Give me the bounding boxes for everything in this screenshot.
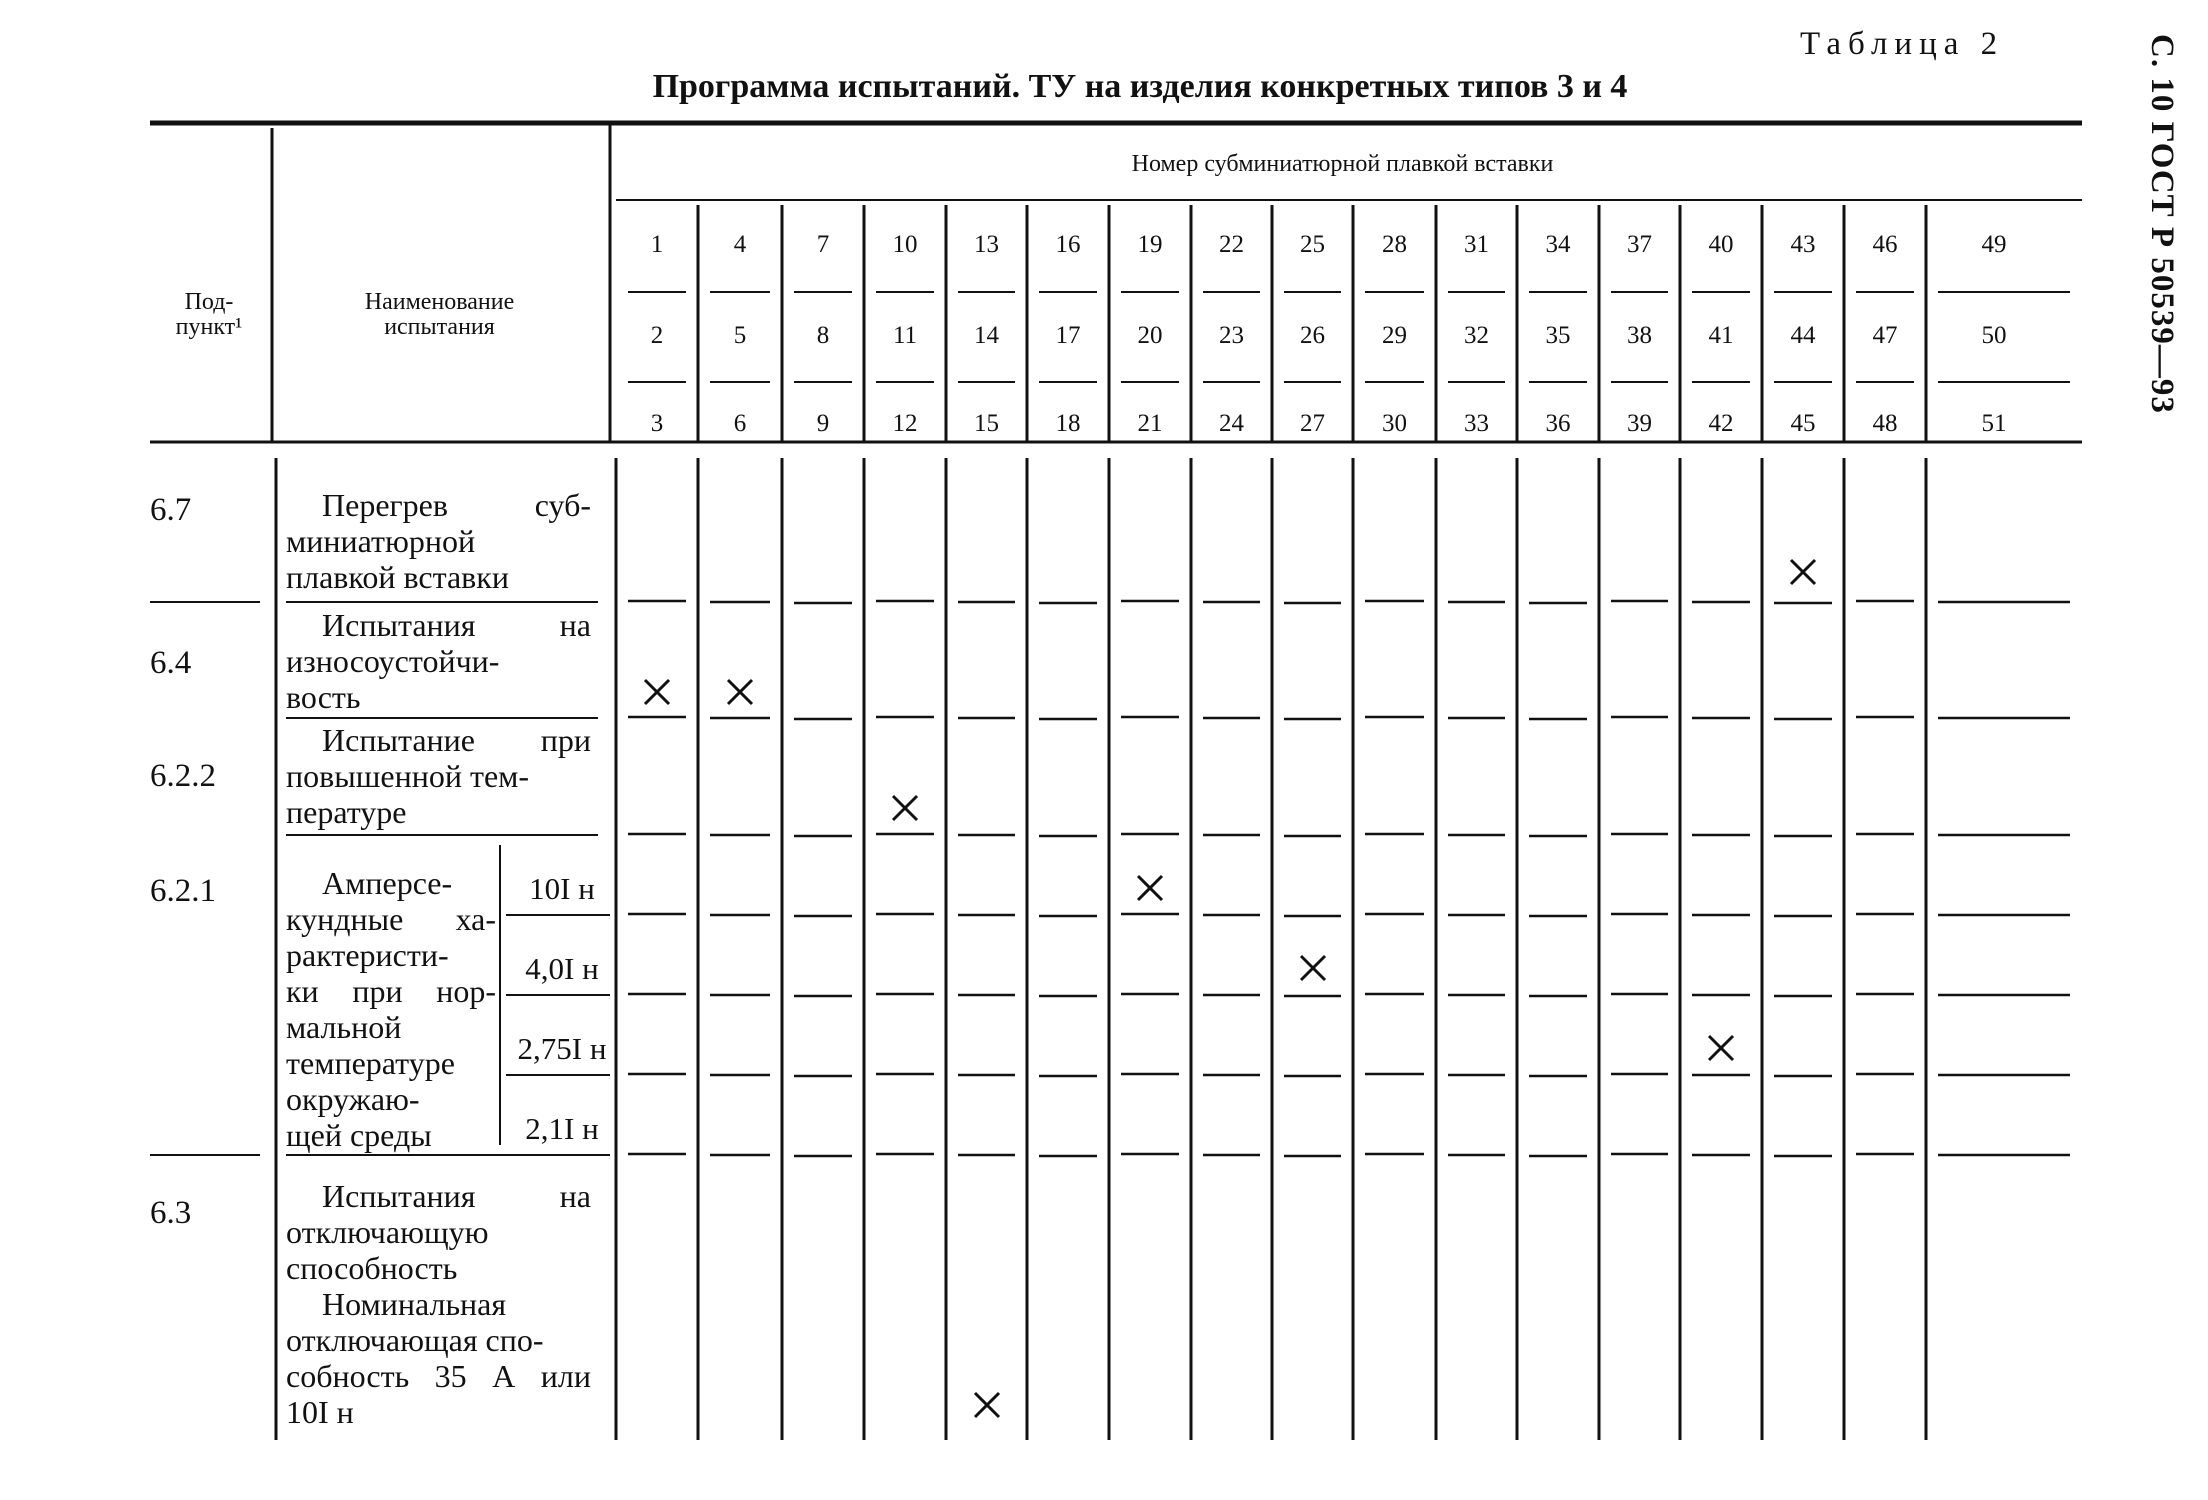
column-number: 5 bbox=[733, 322, 747, 349]
column-number: 16 bbox=[1055, 231, 1081, 258]
column-number: 40 bbox=[1708, 231, 1734, 258]
column-number: 22 bbox=[1219, 231, 1244, 258]
row-subpoint: 6.3 bbox=[150, 1195, 192, 1231]
column-number: 50 bbox=[1981, 322, 2007, 349]
column-number: 48 bbox=[1872, 410, 1898, 437]
test-name-line: ки при нор- bbox=[286, 973, 496, 1009]
test-name-line: миниатюрной bbox=[286, 523, 476, 559]
test-name-line: 10I н bbox=[286, 1394, 354, 1430]
column-number: 37 bbox=[1627, 231, 1652, 258]
row-subpoint: 6.4 bbox=[150, 645, 192, 681]
column-number: 26 bbox=[1300, 322, 1325, 349]
column-number: 27 bbox=[1300, 410, 1325, 437]
current-value: 4,0I н bbox=[525, 951, 599, 986]
test-name-line: температуре bbox=[286, 1045, 455, 1081]
column-number: 31 bbox=[1464, 231, 1489, 258]
side-header: С. 10 ГОСТ Р 50539—93 bbox=[2144, 34, 2180, 414]
column-number: 30 bbox=[1382, 410, 1407, 437]
test-name-line: кундные ха- bbox=[286, 901, 496, 937]
test-name-line: Амперсе- bbox=[322, 865, 453, 901]
column-number: 43 bbox=[1790, 231, 1816, 258]
test-name-line: Испытания на bbox=[322, 1178, 591, 1214]
column-number: 25 bbox=[1300, 231, 1325, 258]
column-number: 13 bbox=[974, 231, 999, 258]
column-number: 38 bbox=[1627, 322, 1652, 349]
cross-mark-icon bbox=[637, 672, 677, 712]
row-subpoint: 6.2.2 bbox=[150, 758, 216, 794]
row-test-name bbox=[286, 865, 496, 1153]
current-value: 2,75I н bbox=[517, 1031, 607, 1066]
current-value: 10I н bbox=[529, 871, 595, 906]
current-value: 2,1I н bbox=[525, 1111, 599, 1146]
subpoint-header: Под- пункт¹ bbox=[175, 289, 243, 340]
column-number: 28 bbox=[1382, 231, 1407, 258]
column-number: 45 bbox=[1790, 410, 1816, 437]
column-number: 47 bbox=[1872, 322, 1898, 349]
column-number: 46 bbox=[1872, 231, 1898, 258]
cross-mark-icon bbox=[885, 788, 925, 828]
column-number: 23 bbox=[1219, 322, 1244, 349]
row-subpoint: 6.2.1 bbox=[150, 873, 216, 909]
column-number: 11 bbox=[892, 322, 918, 349]
column-number: 39 bbox=[1627, 410, 1652, 437]
test-name-line: Номинальная bbox=[322, 1286, 507, 1322]
column-number: 41 bbox=[1708, 322, 1734, 349]
column-number: 36 bbox=[1545, 410, 1571, 437]
column-number: 42 bbox=[1708, 410, 1734, 437]
column-number: 18 bbox=[1055, 410, 1081, 437]
column-number: 24 bbox=[1219, 410, 1244, 437]
column-number: 2 bbox=[650, 322, 664, 349]
column-number: 6 bbox=[733, 410, 747, 437]
column-number: 17 bbox=[1055, 322, 1081, 349]
test-name-line: Перегрев суб- bbox=[322, 487, 591, 523]
test-name-line: мальной bbox=[286, 1009, 402, 1045]
column-number: 8 bbox=[816, 322, 830, 349]
test-name-line: окружаю- bbox=[286, 1081, 420, 1117]
cross-mark-icon bbox=[1701, 1028, 1741, 1068]
column-number: 33 bbox=[1464, 410, 1489, 437]
group-header: Номер субминиатюрной плавкой вставки bbox=[1131, 151, 1554, 177]
column-number: 1 bbox=[650, 231, 664, 258]
test-name-line: рактеристи- bbox=[286, 937, 449, 973]
column-number: 32 bbox=[1464, 322, 1489, 349]
column-number: 19 bbox=[1137, 231, 1163, 258]
test-name-line: собность 35 А или bbox=[286, 1358, 591, 1394]
test-name-line: отключающая спо- bbox=[286, 1322, 544, 1358]
column-number: 12 bbox=[892, 410, 918, 437]
column-number: 51 bbox=[1981, 410, 2007, 437]
column-number: 44 bbox=[1790, 322, 1816, 349]
test-name-line: плавкой вставки bbox=[286, 559, 509, 595]
test-name-line: износоустойчи- bbox=[286, 643, 500, 679]
column-number: 21 bbox=[1137, 410, 1163, 437]
cross-mark-icon bbox=[720, 672, 760, 712]
row-test-name bbox=[286, 607, 591, 715]
column-number: 7 bbox=[816, 231, 830, 258]
test-name-line: Испытание при bbox=[322, 722, 591, 758]
cross-mark-icon bbox=[1130, 868, 1170, 908]
column-number: 4 bbox=[733, 231, 747, 258]
test-name-line: отключающую bbox=[286, 1214, 489, 1250]
column-number: 14 bbox=[974, 322, 999, 349]
cross-mark-icon bbox=[1783, 552, 1823, 592]
column-number: 15 bbox=[974, 410, 999, 437]
row-test-name bbox=[286, 487, 591, 595]
column-number: 35 bbox=[1545, 322, 1571, 349]
cross-mark-icon bbox=[1293, 948, 1333, 988]
test-name-line: щей среды bbox=[286, 1117, 432, 1153]
name-header: Наименование испытания bbox=[364, 289, 515, 340]
column-number: 9 bbox=[816, 410, 830, 437]
row-subpoint: 6.7 bbox=[150, 492, 192, 528]
row-test-name bbox=[286, 1178, 591, 1430]
column-number: 34 bbox=[1545, 231, 1571, 258]
row-test-name bbox=[286, 722, 591, 830]
column-number: 29 bbox=[1382, 322, 1407, 349]
test-name-line: вость bbox=[286, 679, 361, 715]
column-number: 10 bbox=[892, 231, 918, 258]
cross-mark-icon bbox=[967, 1385, 1007, 1425]
test-name-line: Испытания на bbox=[322, 607, 591, 643]
column-number: 20 bbox=[1137, 322, 1163, 349]
page-title: Программа испытаний. ТУ на изделия конкретных типов 3 и 4 bbox=[652, 68, 1628, 105]
column-number: 49 bbox=[1981, 231, 2007, 258]
table-number: Таблица 2 bbox=[1800, 26, 2005, 62]
test-name-line: повышенной тем- bbox=[286, 758, 530, 794]
test-name-line: пературе bbox=[286, 794, 407, 830]
test-name-line: способность bbox=[286, 1250, 458, 1286]
column-number: 3 bbox=[650, 410, 664, 437]
